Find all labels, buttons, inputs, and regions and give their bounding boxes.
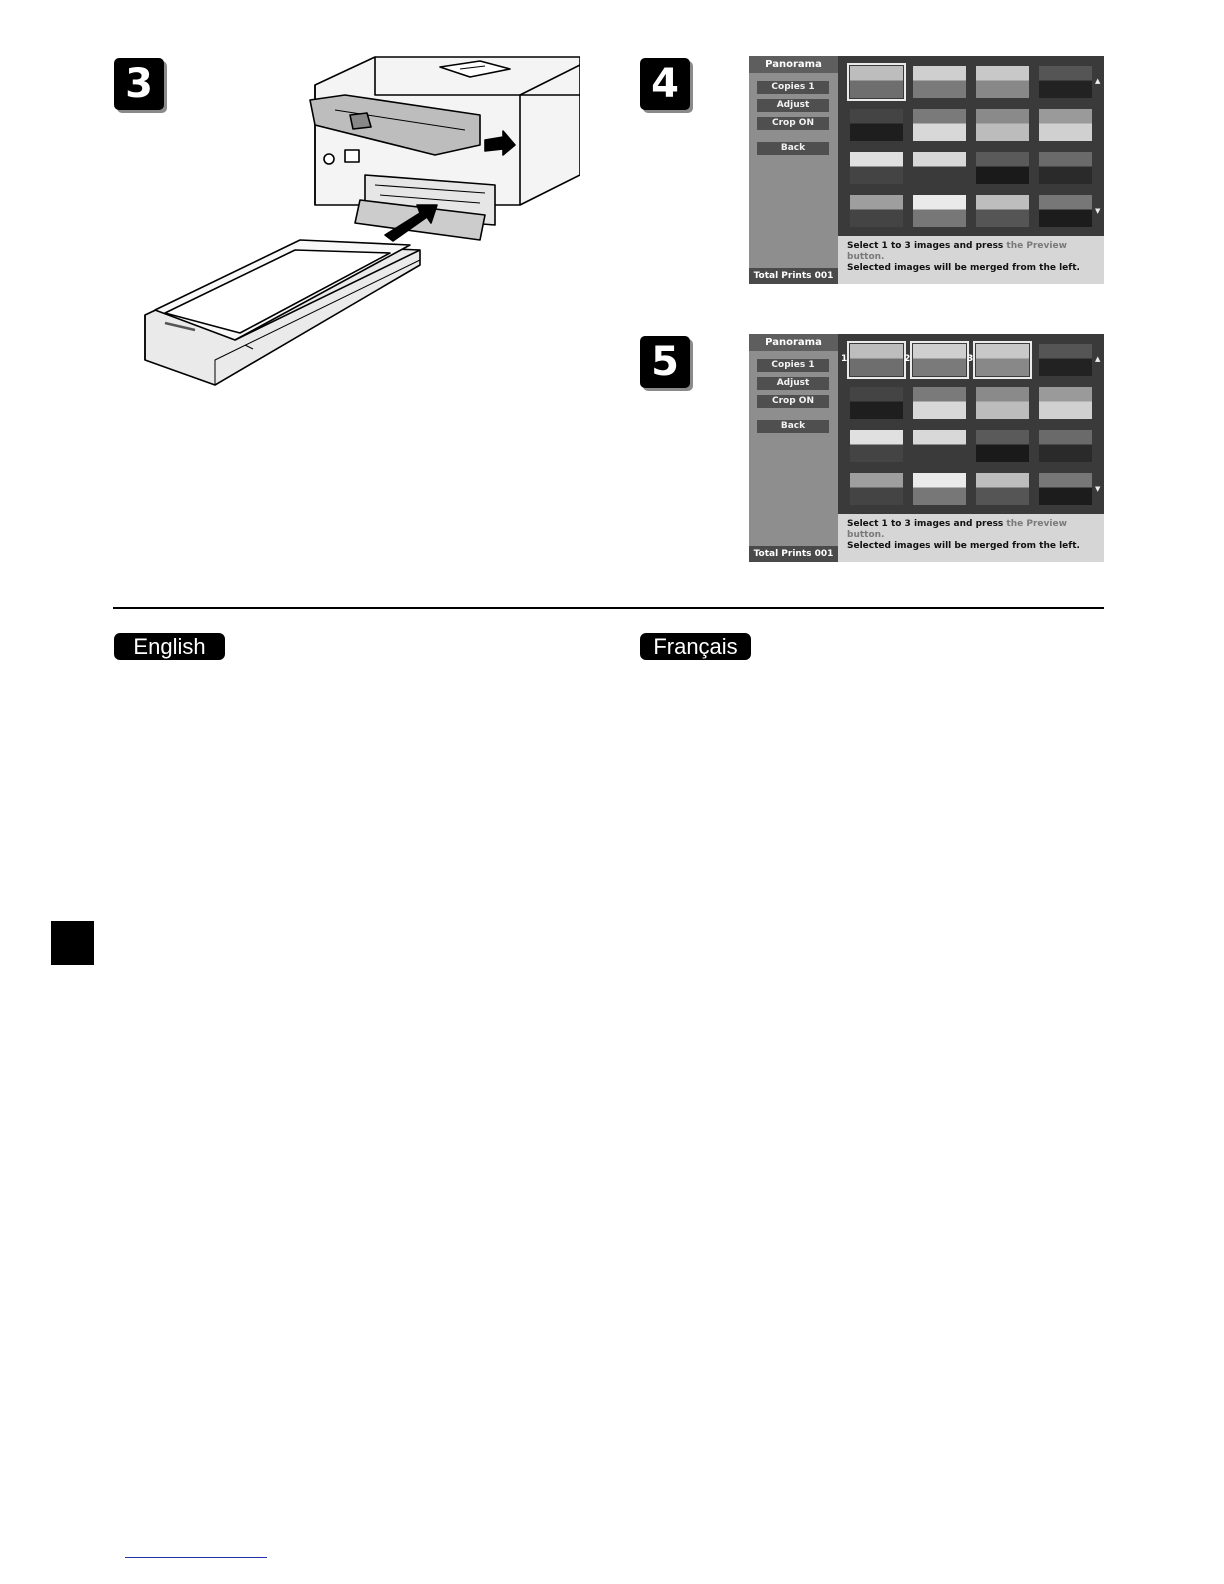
image-thumbnail[interactable]	[976, 195, 1029, 227]
panorama-screen-step5	[749, 334, 1104, 562]
image-thumbnail[interactable]	[913, 66, 966, 98]
copies-button[interactable]: Copies 1	[757, 81, 829, 94]
scroll-down-icon[interactable]: ▼	[1095, 485, 1101, 493]
crop-button[interactable]: Crop ON	[757, 395, 829, 408]
image-thumbnail[interactable]	[850, 195, 903, 227]
image-thumbnail[interactable]	[913, 152, 966, 184]
selection-order-number: 1	[841, 354, 848, 364]
instruction-line2: Selected images will be merged from the left.	[847, 263, 1080, 273]
adjust-button[interactable]: Adjust	[757, 99, 829, 112]
image-thumbnail[interactable]	[1039, 430, 1092, 462]
image-thumbnail[interactable]	[850, 344, 903, 376]
panel-title: Panorama	[749, 56, 838, 73]
panel-title: Panorama	[749, 334, 838, 351]
step-3-badge: 3	[114, 58, 164, 110]
instruction-line2: Selected images will be merged from the left.	[847, 541, 1080, 551]
selection-order-number: 2	[904, 354, 911, 364]
image-thumbnail[interactable]	[850, 430, 903, 462]
image-thumbnail[interactable]	[1039, 66, 1092, 98]
image-thumbnail[interactable]	[1039, 387, 1092, 419]
image-thumbnail[interactable]	[976, 152, 1029, 184]
thumbnail-grid	[838, 56, 1104, 236]
image-thumbnail[interactable]	[913, 387, 966, 419]
footer-rule	[125, 1557, 267, 1558]
scroll-up-icon[interactable]: ▲	[1095, 355, 1101, 363]
image-thumbnail[interactable]	[850, 66, 903, 98]
adjust-button[interactable]: Adjust	[757, 377, 829, 390]
instruction-highlight: the Preview button.	[847, 519, 1067, 540]
thumbnail-grid	[838, 334, 1104, 514]
crop-button[interactable]: Crop ON	[757, 117, 829, 130]
menu-panel	[749, 56, 838, 284]
french-label: Français	[640, 633, 751, 660]
image-thumbnail[interactable]	[1039, 109, 1092, 141]
image-thumbnail[interactable]	[976, 430, 1029, 462]
image-thumbnail[interactable]	[976, 344, 1029, 376]
image-thumbnail[interactable]	[850, 473, 903, 505]
scroll-down-icon[interactable]: ▼	[1095, 207, 1101, 215]
image-thumbnail[interactable]	[1039, 195, 1092, 227]
image-thumbnail[interactable]	[913, 195, 966, 227]
image-thumbnail[interactable]	[913, 109, 966, 141]
section-tab-marker	[51, 921, 94, 965]
scroll-up-icon[interactable]: ▲	[1095, 77, 1101, 85]
selection-order-number: 3	[967, 354, 974, 364]
image-thumbnail[interactable]	[913, 430, 966, 462]
image-thumbnail[interactable]	[850, 109, 903, 141]
image-thumbnail[interactable]	[976, 66, 1029, 98]
image-thumbnail[interactable]	[850, 387, 903, 419]
step-4-badge: 4	[640, 58, 690, 110]
image-thumbnail[interactable]	[1039, 152, 1092, 184]
image-thumbnail[interactable]	[976, 387, 1029, 419]
panorama-screen-step4	[749, 56, 1104, 284]
image-thumbnail[interactable]	[976, 473, 1029, 505]
back-button[interactable]: Back	[757, 420, 829, 433]
instruction-part1: Select 1 to 3 images and press	[847, 519, 1007, 529]
menu-panel	[749, 334, 838, 562]
image-thumbnail[interactable]	[1039, 344, 1092, 376]
image-thumbnail[interactable]	[913, 344, 966, 376]
copies-button[interactable]: Copies 1	[757, 359, 829, 372]
total-prints: Total Prints 001	[749, 546, 838, 562]
image-thumbnail[interactable]	[913, 473, 966, 505]
image-thumbnail[interactable]	[976, 109, 1029, 141]
printer-cassette-illustration	[135, 55, 580, 390]
instruction-highlight: the Preview button.	[847, 241, 1067, 262]
section-divider	[113, 607, 1104, 609]
back-button[interactable]: Back	[757, 142, 829, 155]
step-5-badge: 5	[640, 336, 690, 388]
instruction-message	[838, 236, 1104, 284]
image-thumbnail[interactable]	[850, 152, 903, 184]
instruction-message	[838, 514, 1104, 562]
english-label: English	[114, 633, 225, 660]
image-thumbnail[interactable]	[1039, 473, 1092, 505]
total-prints: Total Prints 001	[749, 268, 838, 284]
instruction-part1: Select 1 to 3 images and press	[847, 241, 1007, 251]
